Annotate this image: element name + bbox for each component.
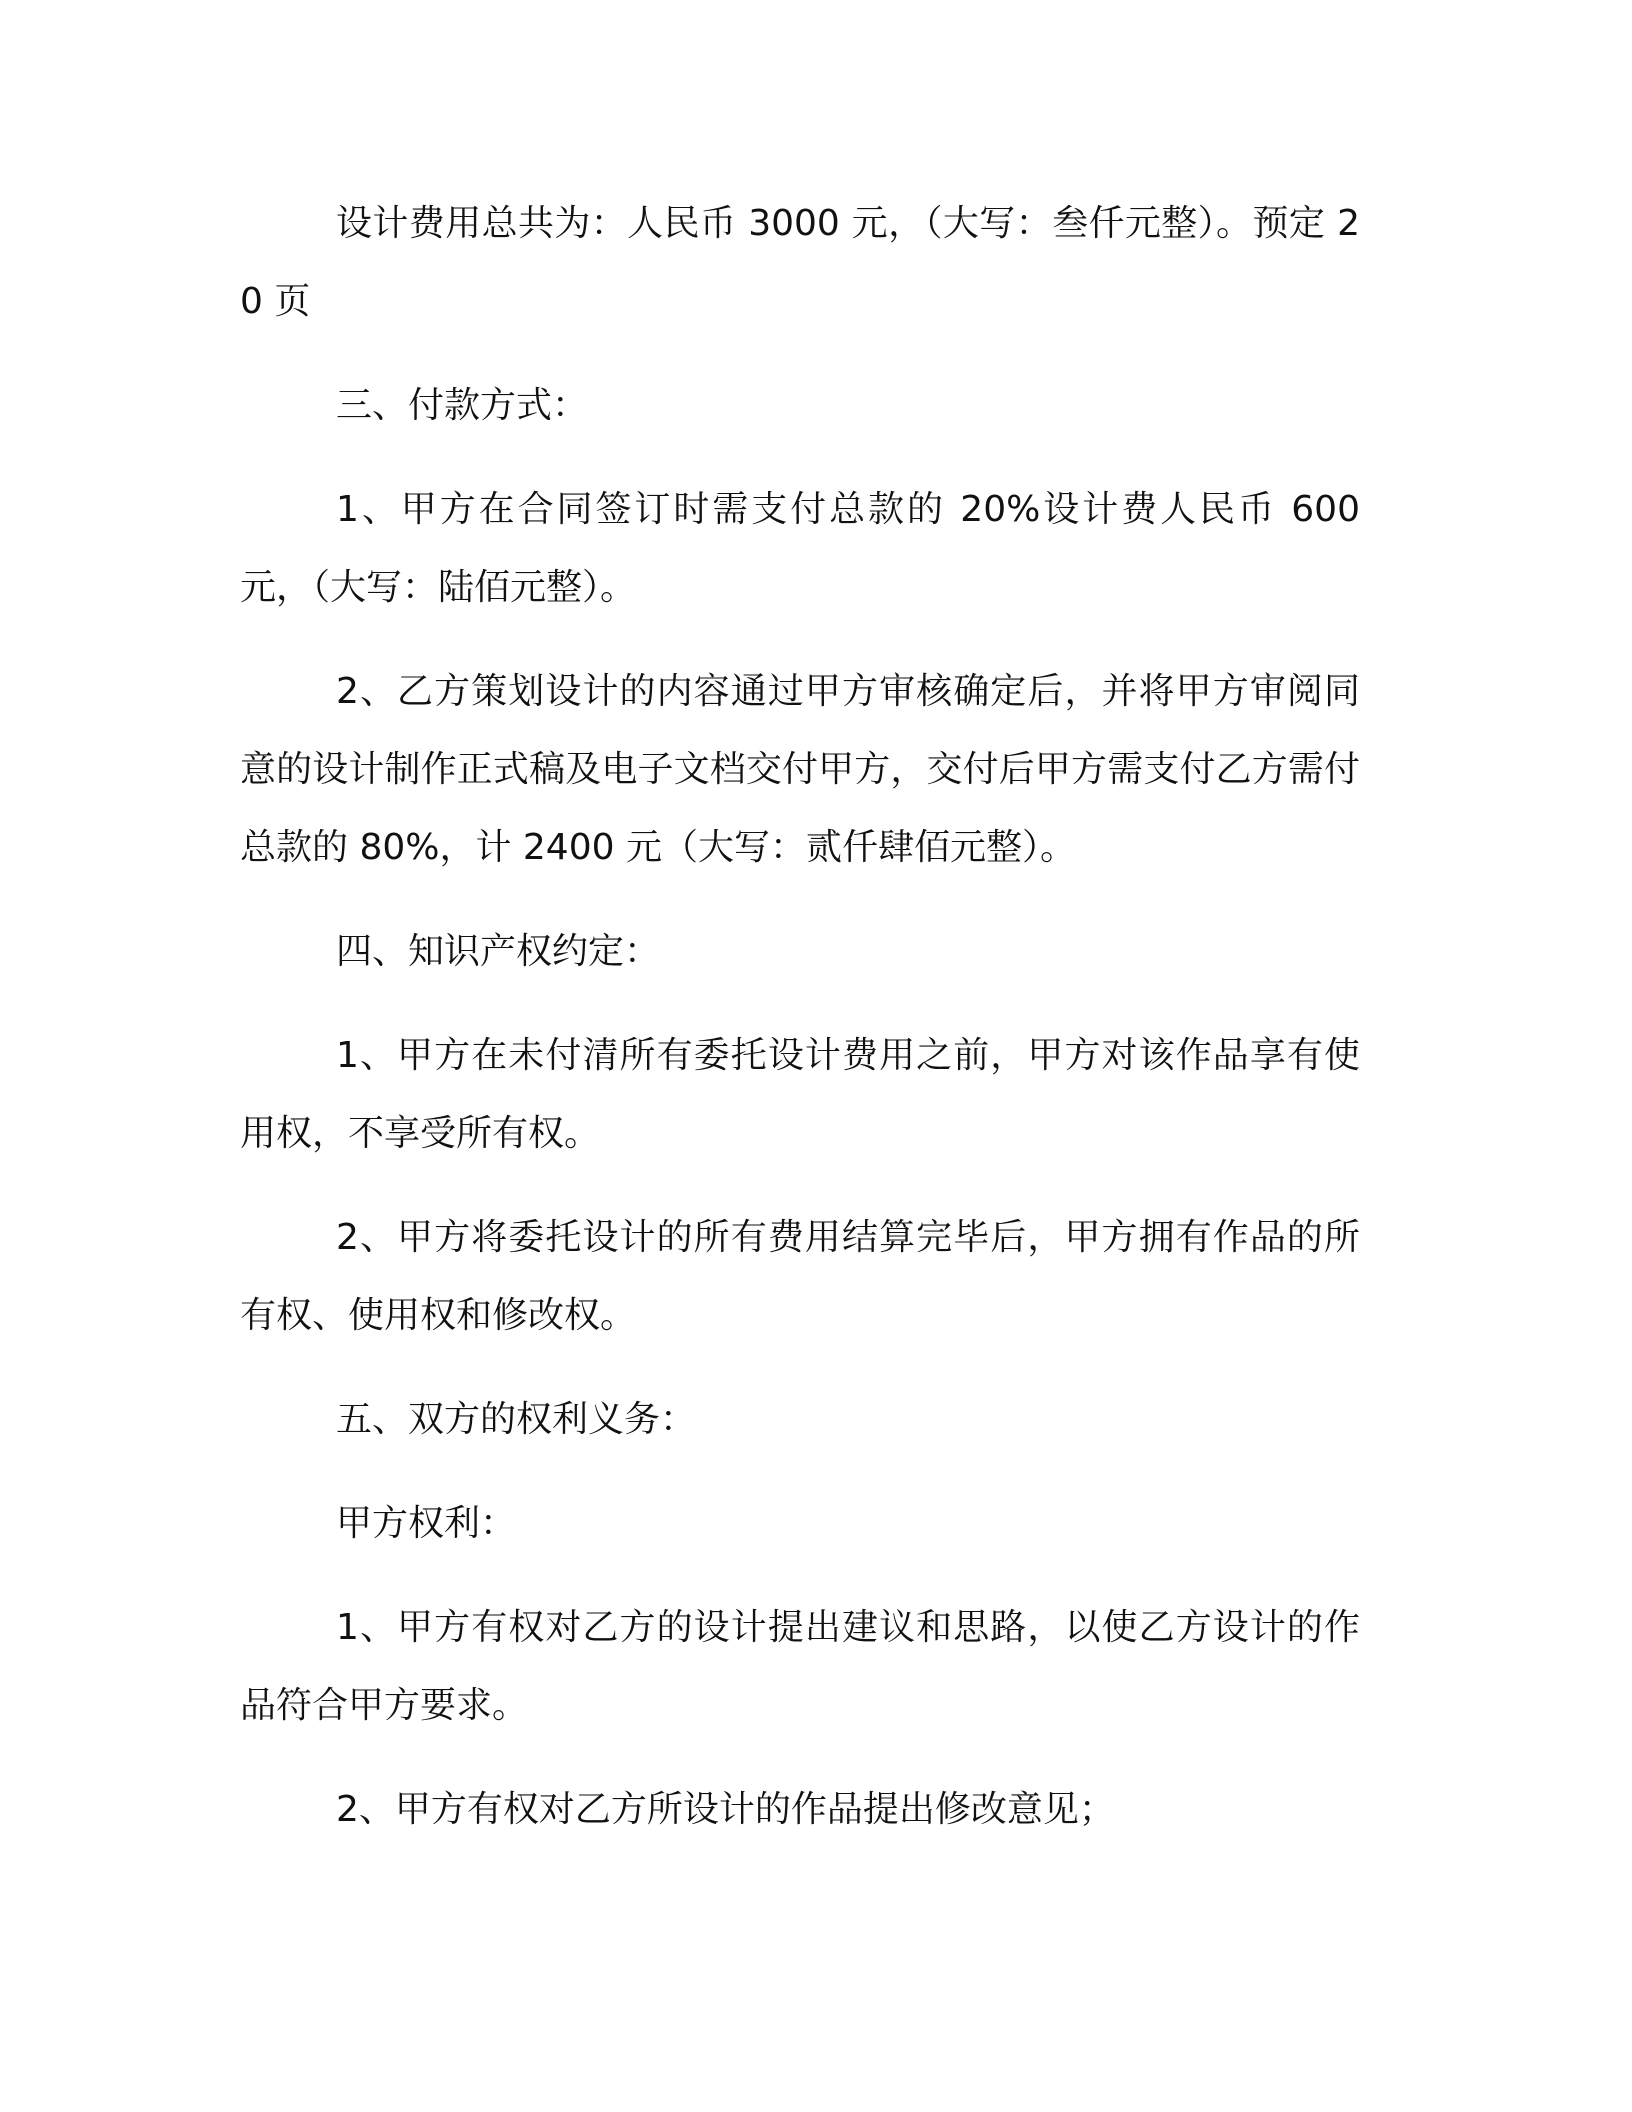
heading-rights-obligations: 五、双方的权利义务： <box>336 1399 697 1440</box>
subheading-party-a-rights: 甲方权利： <box>336 1503 517 1544</box>
paragraph-payment-1: 1、甲方在合同签订时需支付总款的 20%设计费人民币 600 元，（大写：陆佰元整）。 <box>240 489 1360 608</box>
paragraph-rights-2: 2、甲方有权对乙方所设计的作品提出修改意见； <box>336 1789 1115 1830</box>
heading-ip-agreement: 四、知识产权约定： <box>336 931 661 972</box>
document-body <box>240 185 1360 1849</box>
paragraph-design-fee: 设计费用总共为：人民币 3000 元，（大写：叁仟元整）。预定 20 页 <box>240 203 1360 322</box>
paragraph-rights-1: 1、甲方有权对乙方的设计提出建议和思路，以使乙方设计的作品符合甲方要求。 <box>240 1607 1360 1726</box>
heading-payment-method: 三、付款方式： <box>336 385 589 426</box>
paragraph-payment-2: 2、乙方策划设计的内容通过甲方审核确定后，并将甲方审阅同意的设计制作正式稿及电子文档交付甲方，交付后甲方需支付乙方需付总款的 80%，计 2400 元（大写：贰仟肆佰元整）。 <box>240 671 1360 868</box>
paragraph-ip-1: 1、甲方在未付清所有委托设计费用之前，甲方对该作品享有使用权，不享受所有权。 <box>240 1035 1360 1154</box>
paragraph-ip-2: 2、甲方将委托设计的所有费用结算完毕后，甲方拥有作品的所有权、使用权和修改权。 <box>240 1217 1360 1336</box>
